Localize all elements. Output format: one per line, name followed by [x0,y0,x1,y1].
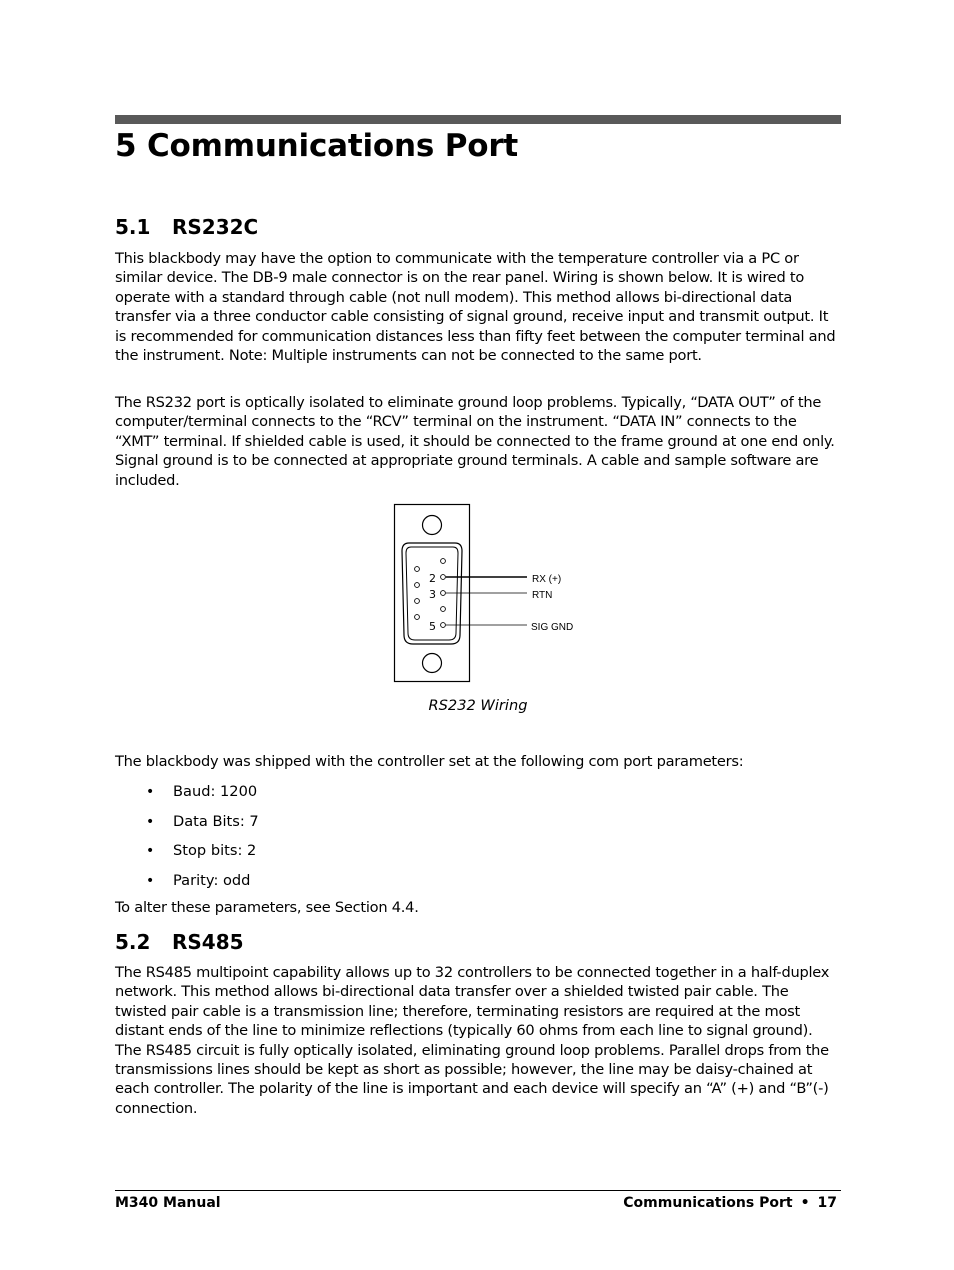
parameter-text: Baud: 1200 [173,783,258,800]
parameter-text: Parity: odd [173,871,251,889]
rs485-paragraph: The RS485 multipoint capability allows up to 32 controllers to be connected together in a half-duplex network. This method allows bi-directional data transfer over a shielded twisted pair cable. The twisted pair cable is a transmission line; therefore, terminating resistors are required at the most distant ends of the line to minimize reflections (typically 60 ohms from each line to signal ground). The RS485 circuit is fully optically isolated, eliminating ground loop problems. Parallel drops from the transmissions lines should be kept as short as possible; however, the line may be daisy-chained at each controller. The polarity of the line is important and each device will specify an “A” (+) and “B”(-) connection. [115,964,830,1117]
signal-label: SIG GND [531,622,574,633]
pin-6 [415,567,420,572]
params-intro: The blackbody was shipped with the controller set at the following com port parameters: [115,753,744,770]
footer-manual-name: M340 Manual [115,1195,221,1211]
section-heading-rs485 [115,929,244,955]
section-title: RS485 [172,930,244,954]
params-outro: To alter these parameters, see Section 4.4. [115,899,419,916]
rs232-wiring-figure [393,503,583,685]
pin-8 [415,599,420,604]
footer-section-name: Communications Port [623,1195,793,1211]
figure-caption: RS232 Wiring [428,697,528,714]
pin-7 [415,583,420,588]
parameter-text: Stop bits: 2 [173,842,257,859]
pin-1 [441,559,446,564]
chapter-rule [115,115,841,124]
pin-number-label: 5 [429,620,436,633]
page-number: 17 [817,1195,837,1211]
section-number: 5.2 [115,930,151,954]
rs232-paragraph-1: This blackbody may have the option to communicate with the temperature controller via a PC or similar device. The DB-9 male connector is on the rear panel. Wiring is shown below. It is wired to operate with a standard through cable (not null modem). This method allows bi-directional data transfer via a three conductor cable consisting of signal ground, receive input and transmit output. It is recommended for communication distances less than fifty feet between the computer terminal and the instrument. Note: Multiple instruments can not be connected to the same port. [115,250,836,365]
footer-bullet-icon: • [800,1195,810,1211]
pin-2 [441,575,446,580]
chapter-title: 5 Communications Port [115,128,519,164]
mounting-hole-top [423,516,442,535]
pin-5 [441,623,446,628]
footer-section-page [623,1193,837,1213]
pin-number-label: 3 [429,588,436,601]
section-number: 5.1 [115,215,151,239]
footer-rule [115,1190,841,1191]
bullet-icon: • [146,813,155,830]
signal-label: RTN [532,590,553,601]
bullet-icon: • [146,872,155,889]
rs232-paragraph-2: The RS232 port is optically isolated to eliminate ground loop problems. Typically, “DATA OUT” of the computer/terminal connects to the “RCV” terminal on the instrument. “DATA IN” connects to the “XMT” terminal. If shielded cable is used, it should be connected to the frame ground at one end only. Signal ground is to be connected at appropriate ground terminals. A cable and sample software are included. [115,394,835,489]
pin-number-label: 2 [429,572,436,585]
pin-9 [415,615,420,620]
bullet-icon: • [146,843,155,859]
signal-label: RX (+) [532,574,562,585]
pin-4 [441,607,446,612]
mounting-hole-bottom [423,654,442,673]
pin-3 [441,591,446,596]
bullet-icon: • [146,784,155,800]
manual-page [115,0,841,1270]
section-heading-rs232c [115,214,258,240]
db9-connector-diagram [393,503,583,685]
parameter-text: Data Bits: 7 [173,812,259,830]
section-title: RS232C [172,215,259,239]
